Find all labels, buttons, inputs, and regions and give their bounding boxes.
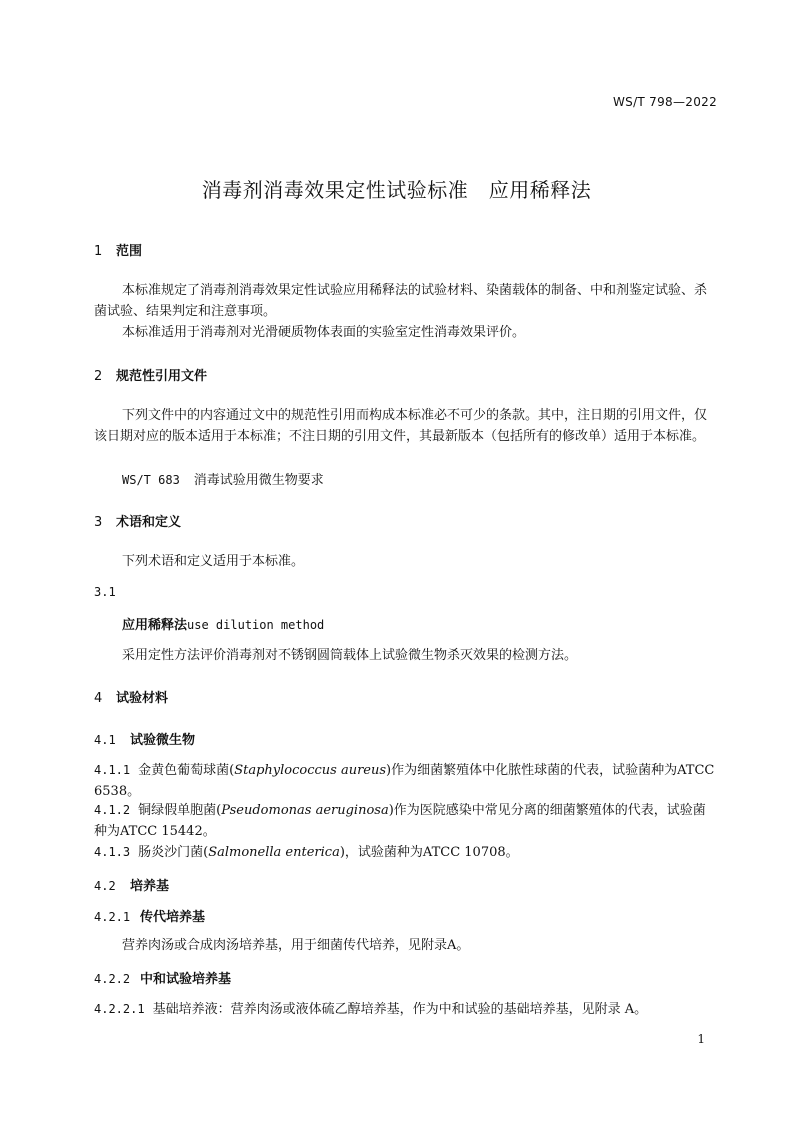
clause-number: 4.1.3 [94,845,131,859]
clause-4-1-1 [94,760,716,802]
paragraph: 下列术语和定义适用于本标准。 [122,554,305,569]
clause-4-1-2 [94,800,716,842]
paragraph: 营养肉汤或合成肉汤培养基，用于细菌传代培养，见附录A。 [122,938,470,953]
clause-text: 铜绿假单胞菌( [138,803,222,818]
subsection-title: 传代培养基 [140,910,206,925]
clause-number: 4.1.1 [94,763,131,777]
clause-text: 金黄色葡萄球菌( [138,763,235,778]
paragraph: 下列文件中的内容通过文中的规范性引用而构成本标准必不可少的条款。其中，注日期的引用文件，仅该日期对应的版本适用于本标准；不注日期的引用文件，其最新版本（包括所有的修改单）适用于本标准。 [94,408,708,444]
subsection-4-2-2-heading [94,968,231,987]
subsection-title: 试验微生物 [130,733,196,748]
reference-title: 消毒试验用微生物要求 [193,473,324,488]
term-entry [122,614,324,633]
page-title: 消毒剂消毒效果定性试验标准 应用稀释法 [201,178,592,202]
clause-text: )作为细菌繁殖体中化脓性球菌的代表，试验菌种为ATCC 6538。 [94,763,715,799]
section-number: 2 [94,369,103,384]
term-number: 3.1 [94,585,116,599]
term-chinese: 应用稀释法 [122,618,188,633]
section-3-heading [94,511,181,530]
subsection-number: 4.2 [94,879,116,893]
section-4-heading [94,687,168,706]
subsection-4-2-1-heading [94,906,205,925]
section-2-heading [94,365,207,384]
term-definition: 采用定性方法评价消毒剂对不锈钢圆筒载体上试验微生物杀灭效果的检测方法。 [122,648,578,663]
clause-text: )，试验菌种为ATCC 10708。 [339,845,519,860]
clause-number: 4.2.2.1 [94,1002,145,1016]
section-number: 1 [94,244,103,259]
section-number: 4 [94,691,103,706]
latin-name: Staphylococcus aureus [234,763,387,778]
paragraph: 本标准规定了消毒剂消毒效果定性试验应用稀释法的试验材料、染菌载体的制备、中和剂鉴定试验、杀菌试验、结果判定和注意事项。 [94,283,708,319]
clause-text: 基础培养液：营养肉汤或液体硫乙醇培养基，作为中和试验的基础培养基，见附录 A。 [152,1002,648,1017]
reference-code: WS/T 683 [122,473,180,487]
section-title: 试验材料 [116,691,169,706]
latin-name: Salmonella enterica [208,845,340,860]
standard-code: WS/T 798—2022 [612,95,717,109]
paragraph: 本标准适用于消毒剂对光滑硬质物体表面的实验室定性消毒效果评价。 [122,325,526,340]
subsection-number: 4.2.2 [94,972,131,986]
clause-4-1-3 [94,842,716,863]
subsection-4-2-heading [94,875,169,894]
normative-reference [122,469,324,488]
subsection-title: 培养基 [130,879,170,894]
clause-text: )作为医院感染中常见分离的细菌繁殖体的代表，试验菌种为ATCC 15442。 [94,803,706,839]
subsection-4-1-heading [94,729,195,748]
clause-number: 4.1.2 [94,803,131,817]
latin-name: Pseudomonas aeruginosa [221,803,389,818]
section-number: 3 [94,515,103,530]
clause-4-2-2-1 [94,999,716,1020]
section-title: 范围 [116,244,143,259]
subsection-title: 中和试验培养基 [140,972,232,987]
page-number: 1 [697,1032,705,1046]
clause-text: 肠炎沙门菌( [138,845,209,860]
term-english: use dilution method [187,618,325,632]
section-1-heading [94,240,142,259]
section-title: 规范性引用文件 [116,369,208,384]
section-title: 术语和定义 [116,515,182,530]
subsection-number: 4.2.1 [94,910,131,924]
subsection-number: 4.1 [94,733,116,747]
